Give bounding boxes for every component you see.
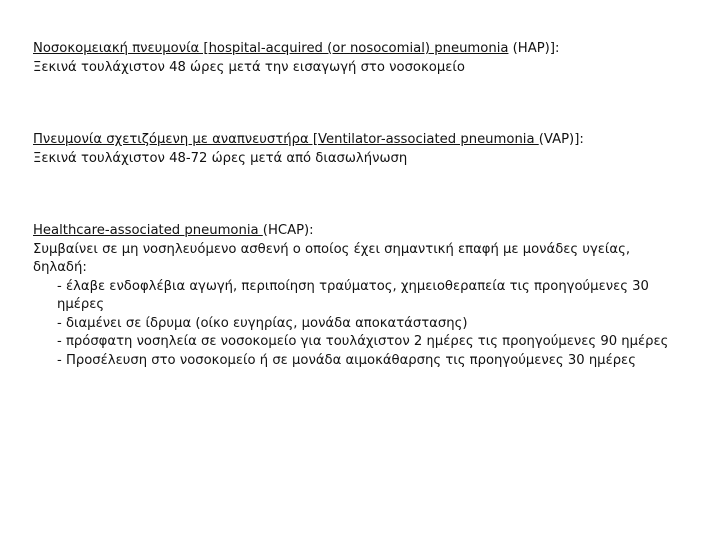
hap-definition: Ξεκινά τουλάχιστον 48 ώρες μετά την εισαγωγή στο νοσοκομείο — [33, 59, 465, 75]
vap-heading-term: Πνευμονία σχετιζόμενη με αναπνευστήρα [Ventilator-associated pneumonia — [33, 132, 539, 147]
hcap-heading-abbr: (HCAP): — [262, 223, 314, 238]
hcap-criterion: - Προσέλευση στο νοσοκομείο ή σε μονάδα αιμοκάθαρσης τις προηγούμενες 30 ημέρες — [57, 352, 636, 368]
hcap-criterion: - έλαβε ενδοφλέβια αγωγή, περιποίηση τραύματος, χημειοθεραπεία τις προηγούμενες 30 ημέρες — [57, 278, 654, 312]
hap-section — [33, 40, 683, 77]
vap-section — [33, 131, 683, 168]
hap-heading-abbr: (HAP)]: — [508, 41, 560, 56]
hcap-section — [33, 222, 683, 370]
hap-heading-term: Νοσοκομειακή πνευμονία [hospital-acquired (or nosocomial) pneumonia — [33, 41, 509, 56]
hcap-heading — [33, 222, 683, 241]
hap-heading — [33, 40, 683, 59]
hcap-criterion: - πρόσφατη νοσηλεία σε νοσοκομείο για τουλάχιστον 2 ημέρες τις προηγούμενες 90 ημέρες — [57, 334, 669, 349]
vap-heading — [33, 131, 683, 150]
hcap-intro: Συμβαίνει σε μη νοσηλευόμενο ασθενή ο οποίος έχει σημαντική επαφή με μονάδες υγείας, δηλαδή: — [33, 241, 635, 275]
slide-content — [33, 40, 683, 370]
vap-heading-abbr: (VAP)]: — [538, 132, 584, 147]
vap-definition: Ξεκινά τουλάχιστον 48-72 ώρες μετά από διασωλήνωση — [33, 150, 408, 166]
hcap-heading-term: Healthcare-associated pneumonia — [33, 223, 263, 238]
hcap-criterion: - διαμένει σε ίδρυμα (οίκο ευγηρίας, μονάδα αποκατάστασης) — [57, 315, 468, 331]
